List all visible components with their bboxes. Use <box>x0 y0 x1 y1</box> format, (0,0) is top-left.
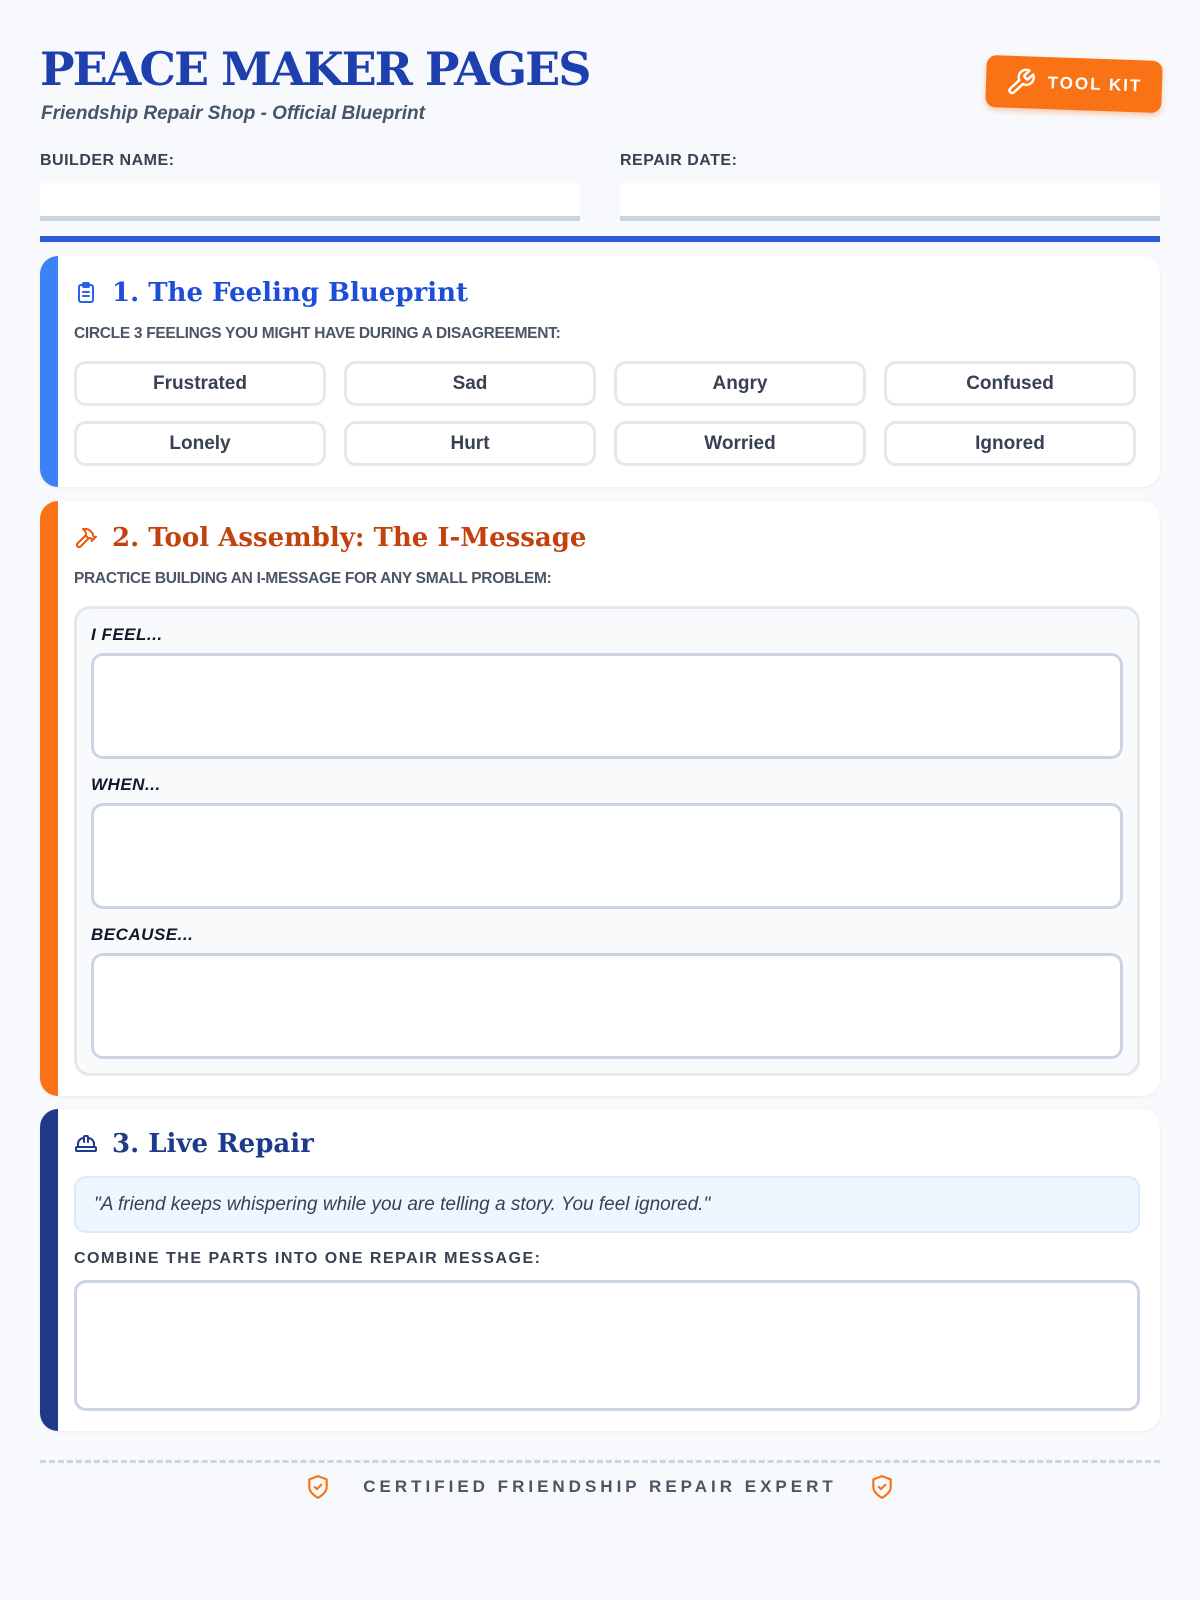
scenario-box: "A friend keeps whispering while you are telling a story. You feel ignored." <box>74 1176 1140 1233</box>
feeling-chip[interactable]: Frustrated <box>74 361 326 406</box>
tool-kit-label: TOOL KIT <box>1047 73 1143 96</box>
builder-name-label: BUILDER NAME: <box>40 152 175 169</box>
shield-check-icon <box>305 1474 331 1500</box>
repair-message-field[interactable] <box>74 1280 1140 1411</box>
card-accent-bar <box>40 256 58 487</box>
i-message-instruction: PRACTICE BUILDING AN I-MESSAGE FOR ANY SMALL PROBLEM: <box>74 570 552 587</box>
repair-date-label: REPAIR DATE: <box>620 152 738 169</box>
section-title-text: 1. The Feeling Blueprint <box>112 278 469 308</box>
feeling-blueprint-title <box>74 278 468 308</box>
footer-divider <box>40 1460 1160 1463</box>
tool-kit-button[interactable] <box>985 55 1163 113</box>
because-label: BECAUSE... <box>91 925 194 944</box>
because-field[interactable] <box>91 953 1123 1059</box>
shield-check-icon <box>869 1474 895 1500</box>
repair-date-field[interactable] <box>620 183 1160 221</box>
builder-name-field[interactable] <box>40 183 580 221</box>
header-divider <box>40 236 1160 242</box>
feeling-chip[interactable]: Hurt <box>344 421 596 466</box>
wrench-icon <box>1005 67 1036 98</box>
when-label: WHEN... <box>91 775 161 794</box>
feeling-chip[interactable]: Lonely <box>74 421 326 466</box>
section-title-text: 3. Live Repair <box>112 1129 314 1159</box>
hard-hat-icon <box>74 1132 98 1156</box>
i-feel-field[interactable] <box>91 653 1123 759</box>
feeling-chip[interactable]: Worried <box>614 421 866 466</box>
clipboard-icon <box>74 281 98 305</box>
section-title-text: 2. Tool Assembly: The I-Message <box>112 523 587 553</box>
live-repair-title <box>74 1129 314 1159</box>
combine-label: COMBINE THE PARTS INTO ONE REPAIR MESSAGE: <box>74 1250 542 1267</box>
i-message-title <box>74 523 586 553</box>
feeling-chip[interactable]: Confused <box>884 361 1136 406</box>
footer <box>0 1474 1200 1500</box>
hammer-icon <box>74 526 98 550</box>
when-field[interactable] <box>91 803 1123 909</box>
feeling-chip[interactable]: Ignored <box>884 421 1136 466</box>
footer-text: CERTIFIED FRIENDSHIP REPAIR EXPERT <box>363 1477 837 1496</box>
feeling-chip[interactable]: Angry <box>614 361 866 406</box>
page-title: PEACE MAKER PAGES <box>40 42 590 96</box>
feeling-instruction: CIRCLE 3 FEELINGS YOU MIGHT HAVE DURING A DISAGREEMENT: <box>74 325 561 342</box>
page-subtitle: Friendship Repair Shop - Official Blueprint <box>41 103 425 124</box>
feeling-chip[interactable]: Sad <box>344 361 596 406</box>
card-accent-bar <box>40 501 58 1096</box>
card-accent-bar <box>40 1109 58 1431</box>
i-feel-label: I FEEL... <box>91 625 163 644</box>
